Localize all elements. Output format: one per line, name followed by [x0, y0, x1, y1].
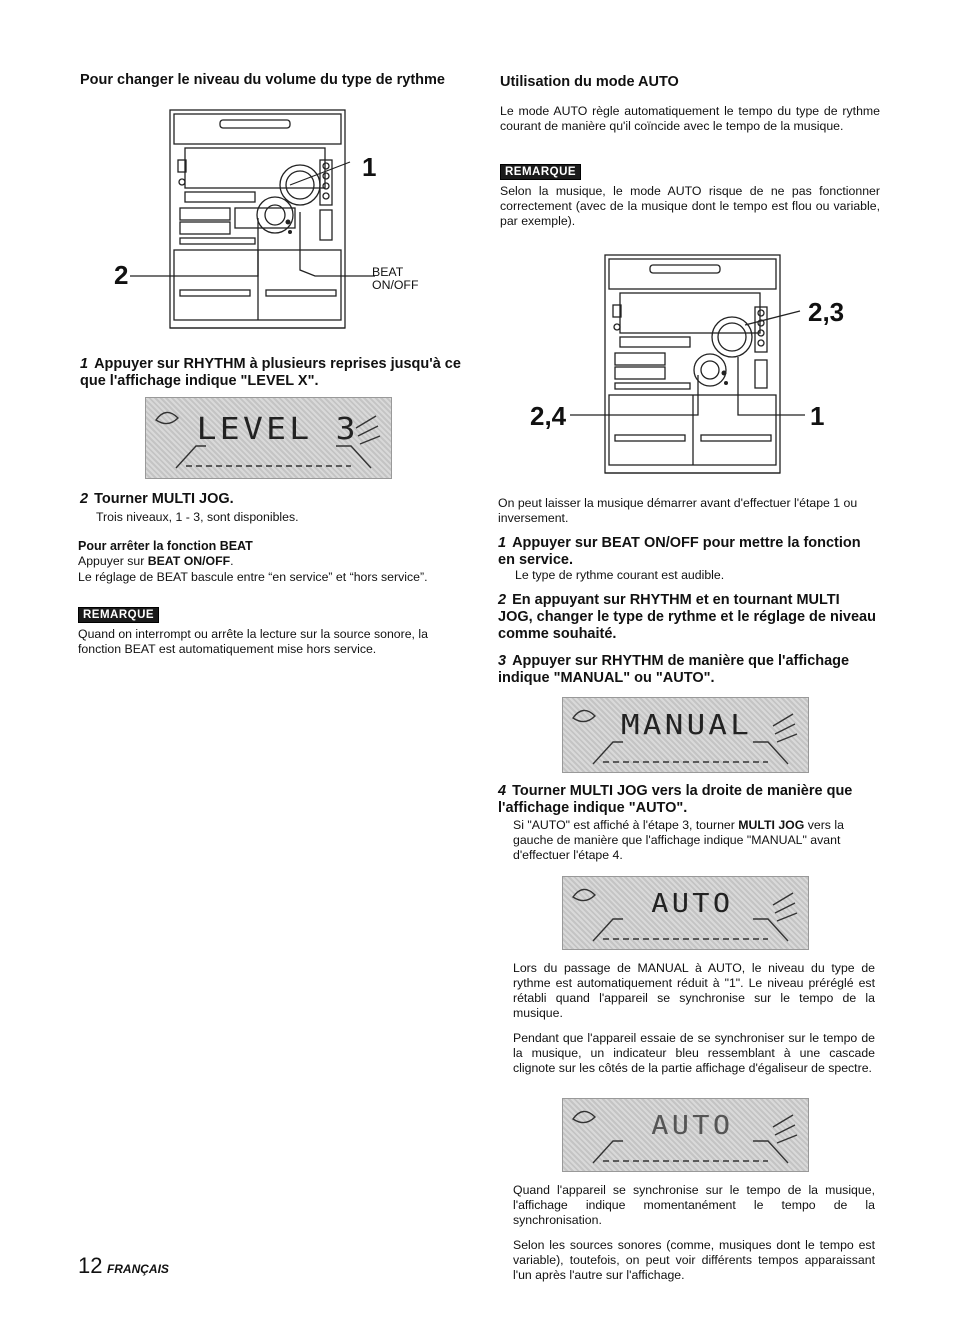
stereo-figure-2 — [500, 245, 870, 480]
left-remarque-text: Quand on interrompt ou arrête la lecture sur la source sonore, la fonction BEAT est automatiquement mise hors service. — [78, 627, 428, 656]
stop-beat-suffix: . — [230, 554, 234, 568]
left-step-2-sub: Trois niveaux, 1 - 3, sont disponibles. — [96, 510, 299, 524]
right-step-2 — [498, 592, 878, 643]
step-4-sub-suffix: vers la gauche de manière que l'affichage indique "MANUAL" avant d'effectuer l'étape 4. — [513, 818, 844, 862]
callout-2: 2 — [114, 260, 129, 290]
page-number: 12 — [78, 1253, 103, 1278]
para-manual-auto: Lors du passage de MANUAL à AUTO, le niveau du type de rythme est automatiquement réduit à "1". Le niveau préréglé est rétabli quand l'appareil se synchronise sur le tempo de la musique. — [513, 961, 875, 1020]
stop-beat-heading: Pour arrêter la fonction BEAT — [78, 539, 253, 553]
step-number: 2 — [498, 592, 507, 608]
left-remarque-badge — [78, 605, 159, 623]
lcd-manual-text: MANUAL — [621, 708, 753, 741]
para-variable: Selon les sources sonores (comme, musiques dont le tempo est variable), toutefois, on peut voir différents tempos apparaissant l'un après l'autre sur l'affichage. — [513, 1238, 875, 1282]
step-text: En appuyant sur RHYTHM et en tournant MULTI JOG, changer le type de rythme et le réglage de niveau comme souhaité. — [498, 592, 876, 642]
right-step-4 — [498, 783, 878, 817]
left-step-1 — [80, 356, 470, 390]
lcd-auto-text-1: AUTO — [651, 889, 734, 919]
lcd-auto-text-2: AUTO — [651, 1111, 734, 1141]
beat-label-line2: ON/OFF — [372, 278, 419, 292]
step-number: 1 — [498, 535, 507, 551]
step-text: Appuyer sur BEAT ON/OFF pour mettre la fonction en service. — [498, 535, 861, 568]
left-section-heading: Pour changer le niveau du volume du type de rythme — [80, 72, 445, 88]
callout-2-3: 2,3 — [808, 297, 845, 327]
footer-language: FRANÇAIS — [106, 1262, 169, 1276]
right-intro: Le mode AUTO règle automatiquement le tempo du type de rythme courant de manière qu'il coïncide avec le tempo de la musique. — [500, 104, 880, 133]
lcd-display-manual — [562, 697, 809, 773]
beat-on-off-label — [372, 266, 418, 292]
step-text: Appuyer sur RHYTHM à plusieurs reprises jusqu'à ce que l'affichage indique "LEVEL X". — [80, 356, 461, 389]
right-step-1 — [498, 535, 878, 569]
order-note: On peut laisser la musique démarrer avant d'effectuer l'étape 1 ou inversement. — [498, 496, 858, 525]
left-step-2 — [80, 491, 470, 508]
lcd-display-auto-2 — [562, 1098, 809, 1172]
step-4-sub-prefix: Si "AUTO" est affiché à l'étape 3, tourner — [513, 818, 739, 832]
callout-1: 1 — [362, 152, 377, 182]
right-section-heading: Utilisation du mode AUTO — [500, 74, 679, 90]
step-number: 2 — [80, 491, 89, 507]
right-step-1-sub: Le type de rythme courant est audible. — [515, 568, 725, 582]
step-number: 1 — [80, 356, 89, 372]
step-number: 3 — [498, 653, 507, 669]
step-number: 4 — [498, 783, 507, 799]
beat-label-line1: BEAT — [372, 265, 404, 279]
stop-beat-line1 — [78, 554, 478, 569]
step-4-sub-bold: MULTI JOG — [738, 818, 805, 832]
stereo-unit-illustration — [110, 100, 440, 335]
step-text: Tourner MULTI JOG. — [94, 491, 234, 507]
right-step-4-sub — [513, 818, 875, 863]
stop-beat-prefix: Appuyer sur — [78, 554, 148, 568]
callout-1-right: 1 — [810, 401, 825, 431]
right-remarque-text: Selon la musique, le mode AUTO risque de ne pas fonctionner correctement (avec de la musique dont le tempo est flou ou variable, par exemple). — [500, 184, 880, 228]
stop-beat-line2: Le réglage de BEAT bascule entre “en service” et “hors service”. — [78, 570, 428, 584]
para-synchronised: Quand l'appareil se synchronise sur le tempo de la musique, l'affichage indique momentanément le tempo de la synchronisation. — [513, 1183, 875, 1227]
step-text: Tourner MULTI JOG vers la droite de manière que l'affichage indique "AUTO". — [498, 783, 853, 816]
para-sync: Pendant que l'appareil essaie de se synchroniser sur le tempo de la musique, un indicateur bleu ressemblant à une cascade clignote sur les côtés de la partie affichage d'égaliseur de spectre. — [513, 1031, 875, 1075]
stereo-unit-illustration-2 — [500, 245, 870, 480]
remarque-label: REMARQUE — [500, 164, 581, 180]
remarque-label: REMARQUE — [78, 607, 159, 623]
lcd-display-level — [145, 397, 392, 479]
right-remarque-badge — [500, 162, 581, 180]
callout-2-4: 2,4 — [530, 401, 567, 431]
stereo-figure-1 — [110, 100, 440, 335]
lcd-display-auto-1 — [562, 876, 809, 950]
step-text: Appuyer sur RHYTHM de manière que l'affichage indique "MANUAL" ou "AUTO". — [498, 653, 850, 686]
page-footer — [78, 1253, 169, 1279]
stop-beat-bold: BEAT ON/OFF — [147, 554, 231, 568]
lcd-level-text: LEVEL 3 — [196, 412, 359, 447]
right-step-3 — [498, 653, 878, 687]
